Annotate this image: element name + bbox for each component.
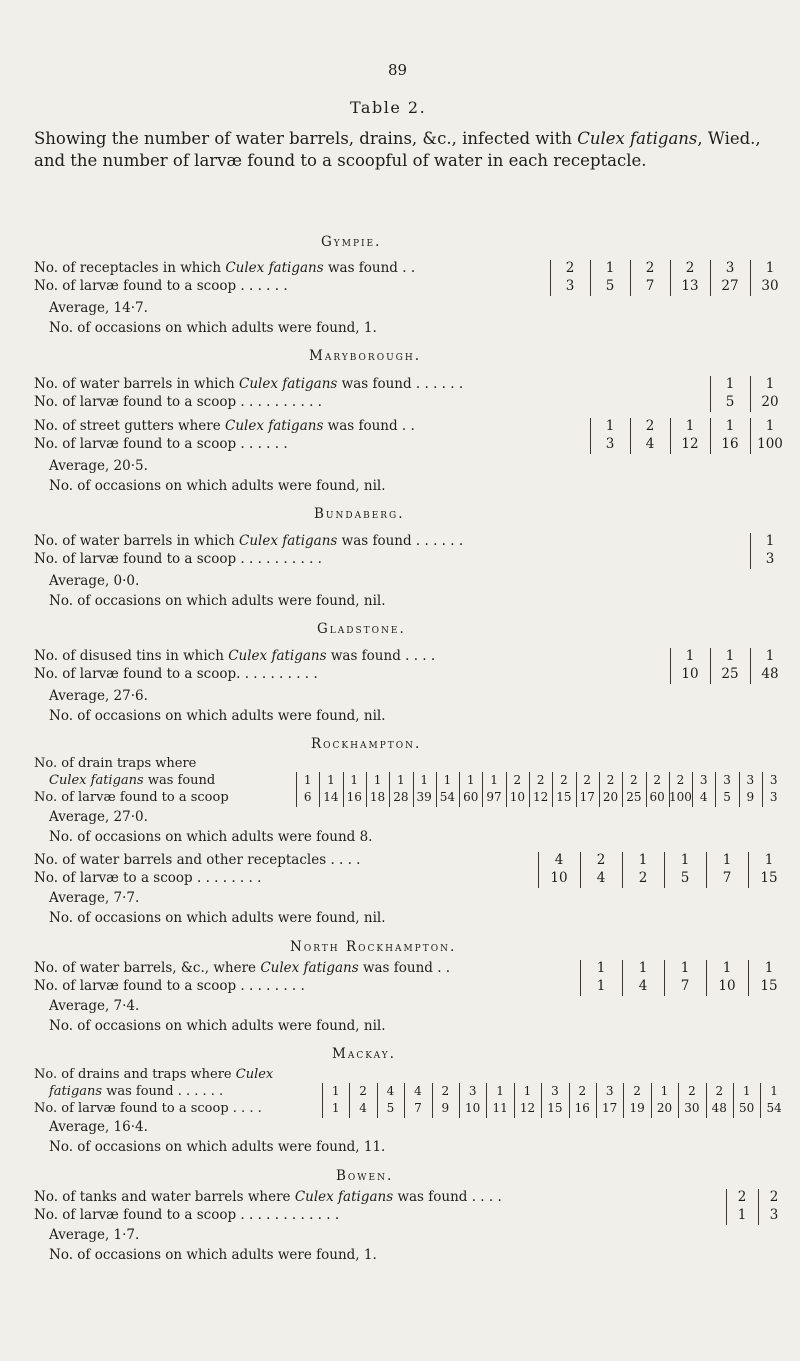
mackay-drains-top-7: 1	[523, 1084, 532, 1098]
rockhampton-drains-bottom-0: 6	[303, 790, 312, 804]
rockhampton-drains-bottom-15: 60	[649, 790, 665, 804]
rockhampton-drains-bottom-6: 54	[439, 790, 456, 804]
rockhampton-drains-label-1: No. of drain traps where	[34, 756, 197, 771]
section-heading-gympie: Gympie.	[321, 234, 382, 250]
mackay-drains-top-13: 2	[688, 1084, 696, 1098]
mackay-drains-top-1: 2	[359, 1084, 367, 1098]
rockhampton-drains-bottom-16: 100	[668, 790, 692, 804]
maryborough-gutters-label	[34, 420, 415, 434]
maryborough-gutters-top-0: 1	[605, 418, 615, 434]
gympie-top-4: 3	[725, 260, 735, 276]
maryborough-gutter-larvae-label: No. of larvæ found to a scoop . . . . . .	[34, 436, 288, 452]
label-part: was found . .	[323, 418, 415, 434]
mackay-larvae-label: No. of larvæ found to a scoop . . . .	[34, 1101, 262, 1116]
rockhampton-drains-bottom-17: 4	[699, 790, 708, 804]
label-part: was found . . . . . .	[337, 376, 464, 392]
mackay-drains-bottom-13: 30	[684, 1101, 700, 1115]
rockhampton-barrels-bottom-2: 2	[638, 870, 648, 886]
maryborough-barrels-top-0: 1	[725, 376, 735, 392]
mackay-drains-top-8: 3	[551, 1084, 559, 1098]
maryborough-barrel-larvae-label: No. of larvæ found to a scoop . . . . . . . . . .	[34, 394, 322, 410]
maryborough-gutters-bottom-3: 16	[721, 436, 739, 452]
rockhampton-barrels-top-4: 1	[722, 852, 732, 868]
gympie-top-1: 1	[605, 260, 615, 276]
north-rockhampton-bottom-3: 10	[718, 978, 736, 994]
rockhampton-barrels-bottom-5: 15	[760, 870, 778, 886]
rockhampton-barrels-bottom-3: 5	[680, 870, 690, 886]
section-heading-mackay: Mackay.	[332, 1046, 396, 1062]
rockhampton-drains-bottom-14: 25	[626, 790, 642, 804]
rockhampton-drains-top-14: 2	[630, 773, 638, 787]
rockhampton-drains-bottom-13: 20	[602, 790, 619, 804]
gympie-occasions: No. of occasions on which adults were found, 1.	[49, 320, 377, 336]
mackay-drains-bottom-7: 12	[519, 1101, 536, 1115]
north-rockhampton-occasions: No. of occasions on which adults were found, nil.	[49, 1018, 386, 1034]
label-part: was found . . . .	[393, 1189, 502, 1205]
gladstone-bottom-0: 10	[681, 666, 699, 682]
rockhampton-barrels-top-3: 1	[680, 852, 690, 868]
rockhampton-drains-top-16: 2	[676, 773, 685, 787]
mackay-drains-top-3: 4	[414, 1084, 422, 1098]
rockhampton-drains-top-4: 1	[397, 773, 405, 787]
gympie-bottom-4: 27	[721, 278, 739, 294]
mackay-drains-bottom-6: 11	[492, 1101, 508, 1115]
mackay-drains-top-0: 1	[331, 1084, 340, 1098]
label-species: Culex fatigans	[260, 960, 359, 976]
section-heading-gladstone: Gladstone.	[317, 621, 406, 637]
intro-text-2: , Wied., and the number of larvæ found to a scoopful of water in each receptacle.	[34, 129, 761, 170]
maryborough-gutters-top-1: 2	[645, 418, 655, 434]
label-species: Culex fatigans	[49, 773, 144, 788]
gladstone-top-2: 1	[765, 648, 775, 664]
label-part: was found . . . .	[326, 648, 436, 664]
bowen-occasions: No. of occasions on which adults were found, 1.	[49, 1247, 377, 1263]
label-part: No. of tanks and water barrels where	[34, 1189, 295, 1205]
gladstone-top-1: 1	[725, 648, 735, 664]
page-number: 89	[388, 61, 408, 79]
bowen-bottom-0: 1	[737, 1207, 747, 1223]
gympie-bottom-1: 5	[605, 278, 615, 294]
label-part: No. of street gutters where	[34, 418, 226, 434]
label-part: No. of disused tins in which	[34, 648, 229, 664]
mackay-drains-bottom-8: 15	[547, 1101, 563, 1115]
rockhampton-drains-bottom-3: 18	[369, 790, 386, 804]
label-species: Culex fatigans	[225, 418, 324, 434]
gladstone-average: Average, 27·6.	[49, 688, 148, 704]
label-species: fatigans	[49, 1084, 103, 1099]
rockhampton-drains-top-0: 1	[303, 773, 312, 787]
section-heading-bundaberg: Bundaberg.	[314, 506, 405, 522]
maryborough-barrels-top-1: 1	[765, 376, 775, 392]
maryborough-gutters-bottom-1: 4	[645, 436, 655, 452]
mackay-drains-bottom-10: 17	[602, 1101, 618, 1115]
maryborough-gutters-bottom-4: 100	[757, 436, 783, 452]
rockhampton-drains-top-11: 2	[560, 773, 568, 787]
bundaberg-occasions: No. of occasions on which adults were found, nil.	[49, 593, 386, 609]
rockhampton-drains-top-2: 1	[350, 773, 359, 787]
mackay-drains-top-4: 2	[441, 1084, 450, 1098]
gympie-larvae-label: No. of larvæ found to a scoop . . . . . .	[34, 278, 288, 294]
gympie-top-0: 2	[565, 260, 575, 276]
mackay-drains-top-10: 3	[605, 1084, 614, 1098]
gympie-receptacles-label	[34, 262, 415, 276]
mackay-drains-top-5: 3	[468, 1084, 477, 1098]
rockhampton-average-2: Average, 7·7.	[49, 890, 140, 906]
rockhampton-drains-top-1: 1	[327, 773, 335, 787]
rockhampton-drains-label-2	[49, 774, 215, 787]
maryborough-gutters-top-3: 1	[725, 418, 735, 434]
north-rockhampton-top-2: 1	[680, 960, 690, 976]
bundaberg-bottom-0: 3	[765, 551, 775, 567]
mackay-drains-bottom-2: 5	[386, 1101, 395, 1115]
north-rockhampton-top-1: 1	[638, 960, 648, 976]
rockhampton-drains-bottom-5: 39	[416, 790, 432, 804]
north-rockhampton-top-3: 1	[722, 960, 732, 976]
gladstone-tins-label	[34, 650, 435, 664]
mackay-drains-bottom-14: 48	[711, 1101, 727, 1115]
mackay-drains-top-14: 2	[715, 1084, 724, 1098]
rockhampton-drains-top-6: 1	[443, 773, 452, 787]
north-rockhampton-bottom-0: 1	[596, 978, 606, 994]
label-part: No. of water barrels in which	[34, 533, 240, 549]
mackay-drains-bottom-9: 16	[574, 1101, 590, 1115]
maryborough-gutters-top-4: 1	[765, 418, 775, 434]
maryborough-barrels-bottom-1: 20	[761, 394, 779, 410]
mackay-drains-bottom-4: 9	[441, 1101, 450, 1115]
north-rockhampton-barrels-label	[34, 962, 450, 976]
rockhampton-barrels-top-5: 1	[764, 852, 774, 868]
intro-species: Culex fatigans	[577, 129, 698, 148]
rockhampton-drains-top-17: 3	[699, 773, 708, 787]
gladstone-occasions: No. of occasions on which adults were found, nil.	[49, 708, 386, 724]
section-heading-north-rockhampton: North Rockhampton.	[290, 939, 457, 955]
label-species: Culex	[235, 1067, 274, 1082]
gympie-bottom-0: 3	[565, 278, 575, 294]
gympie-average: Average, 14·7.	[49, 300, 148, 316]
bundaberg-average: Average, 0·0.	[49, 573, 140, 589]
mackay-drains-top-11: 2	[633, 1084, 641, 1098]
bowen-top-0: 2	[737, 1189, 747, 1205]
mackay-drains-label-1	[34, 1068, 273, 1081]
north-rockhampton-top-4: 1	[764, 960, 774, 976]
rockhampton-barrels-top-0: 4	[554, 852, 564, 868]
maryborough-gutters-top-2: 1	[685, 418, 695, 434]
north-rockhampton-bottom-4: 15	[760, 978, 778, 994]
rockhampton-drains-top-8: 1	[490, 773, 498, 787]
mackay-drains-bottom-0: 1	[331, 1101, 340, 1115]
rockhampton-barrel-larvae-label: No. of larvæ to a scoop . . . . . . . .	[34, 870, 262, 886]
gympie-top-5: 1	[765, 260, 775, 276]
rockhampton-drains-bottom-8: 97	[486, 790, 502, 804]
north-rockhampton-bottom-2: 7	[680, 978, 690, 994]
rockhampton-barrels-bottom-0: 10	[550, 870, 568, 886]
label-part: No. of receptacles in which	[34, 260, 226, 276]
rockhampton-drains-top-10: 2	[536, 773, 545, 787]
maryborough-barrels-bottom-0: 5	[725, 394, 735, 410]
bundaberg-larvae-label: No. of larvæ found to a scoop . . . . . . . . . .	[34, 551, 322, 567]
mackay-drains-top-15: 1	[742, 1084, 751, 1098]
gympie-bottom-3: 13	[681, 278, 699, 294]
rockhampton-drains-bottom-4: 28	[393, 790, 409, 804]
maryborough-gutters-bottom-0: 3	[605, 436, 615, 452]
rockhampton-occasions-1: No. of occasions on which adults were found 8.	[49, 829, 373, 845]
gladstone-larvae-label: No. of larvæ found to a scoop. . . . . . . . . .	[34, 666, 318, 682]
table-title: Table 2.	[350, 98, 427, 117]
rockhampton-drains-top-12: 2	[583, 773, 592, 787]
mackay-drains-top-9: 2	[578, 1084, 587, 1098]
maryborough-occasions: No. of occasions on which adults were found, nil.	[49, 478, 386, 494]
gladstone-bottom-1: 25	[721, 666, 739, 682]
label-part: was found . . . . . .	[102, 1084, 224, 1099]
rockhampton-drains-bottom-7: 60	[463, 790, 479, 804]
gympie-bottom-2: 7	[645, 278, 655, 294]
mackay-drains-bottom-11: 19	[629, 1101, 645, 1115]
label-part: No. of water barrels, &c., where	[34, 960, 261, 976]
label-species: Culex fatigans	[294, 1189, 394, 1205]
rockhampton-drains-bottom-10: 12	[533, 790, 549, 804]
rockhampton-drains-bottom-18: 5	[723, 790, 731, 804]
rockhampton-drains-top-20: 3	[769, 773, 778, 787]
label-species: Culex fatigans	[228, 648, 327, 664]
bowen-average: Average, 1·7.	[49, 1227, 140, 1243]
rockhampton-average-1: Average, 27·0.	[49, 809, 148, 825]
mackay-drains-top-16: 1	[770, 1084, 778, 1098]
rockhampton-drains-bottom-11: 15	[556, 790, 572, 804]
rockhampton-drains-top-18: 3	[723, 773, 731, 787]
mackay-drains-top-12: 1	[660, 1084, 669, 1098]
mackay-drains-top-6: 1	[496, 1084, 504, 1098]
rockhampton-drains-bottom-9: 10	[509, 790, 525, 804]
label-part: was found . .	[358, 960, 451, 976]
bowen-larvae-label: No. of larvæ found to a scoop . . . . . . . . . . . .	[34, 1207, 340, 1223]
rockhampton-drains-top-5: 1	[420, 773, 428, 787]
maryborough-gutters-bottom-2: 12	[681, 436, 699, 452]
mackay-average: Average, 16·4.	[49, 1119, 148, 1135]
rockhampton-barrels-top-2: 1	[638, 852, 648, 868]
mackay-drains-label-2	[49, 1085, 223, 1098]
rockhampton-barrels-top-1: 2	[596, 852, 606, 868]
rockhampton-barrels-bottom-4: 7	[722, 870, 732, 886]
label-part: was found . .	[323, 260, 416, 276]
rockhampton-drains-top-13: 2	[606, 773, 615, 787]
gympie-top-2: 2	[645, 260, 655, 276]
maryborough-barrels-label	[34, 378, 463, 392]
rockhampton-drains-bottom-20: 3	[769, 790, 778, 804]
maryborough-average: Average, 20·5.	[49, 458, 148, 474]
north-rockhampton-larvae-label: No. of larvæ found to a scoop . . . . . . . .	[34, 978, 305, 994]
rockhampton-drains-bottom-19: 9	[746, 790, 755, 804]
gladstone-bottom-2: 48	[761, 666, 779, 682]
mackay-drains-bottom-3: 7	[414, 1101, 422, 1115]
table-description	[34, 128, 769, 172]
rockhampton-barrels-label: No. of water barrels and other receptacles . . . .	[34, 852, 361, 868]
label-part: was found	[143, 773, 216, 788]
north-rockhampton-top-0: 1	[596, 960, 606, 976]
mackay-drains-top-2: 4	[386, 1084, 395, 1098]
bundaberg-barrels-label	[34, 535, 463, 549]
rockhampton-drains-top-9: 2	[513, 773, 522, 787]
rockhampton-drains-bottom-2: 16	[346, 790, 362, 804]
rockhampton-drains-top-7: 1	[466, 773, 475, 787]
rockhampton-drains-top-19: 3	[746, 773, 755, 787]
mackay-drains-bottom-5: 10	[465, 1101, 481, 1115]
label-part: was found . . . . . .	[337, 533, 464, 549]
rockhampton-barrels-bottom-1: 4	[596, 870, 606, 886]
intro-text-1: Showing the number of water barrels, drains, &c., infected with	[34, 129, 578, 148]
bowen-tanks-label	[34, 1191, 502, 1205]
label-species: Culex fatigans	[239, 376, 338, 392]
gladstone-top-0: 1	[685, 648, 695, 664]
north-rockhampton-bottom-1: 4	[638, 978, 648, 994]
rockhampton-drain-larvae-label: No. of larvæ found to a scoop	[34, 790, 229, 805]
mackay-drains-bottom-12: 20	[656, 1101, 673, 1115]
label-part: No. of drains and traps where	[34, 1067, 236, 1082]
mackay-drains-bottom-16: 54	[766, 1101, 782, 1115]
gympie-bottom-5: 30	[761, 278, 779, 294]
rockhampton-drains-bottom-1: 14	[323, 790, 339, 804]
bundaberg-top-0: 1	[765, 533, 775, 549]
bowen-top-1: 2	[769, 1189, 779, 1205]
gympie-top-3: 2	[685, 260, 695, 276]
bowen-bottom-1: 3	[769, 1207, 779, 1223]
label-species: Culex fatigans	[225, 260, 324, 276]
rockhampton-drains-top-15: 2	[653, 773, 661, 787]
section-heading-maryborough: Maryborough.	[309, 348, 421, 364]
label-species: Culex fatigans	[239, 533, 338, 549]
north-rockhampton-average: Average, 7·4.	[49, 998, 140, 1014]
mackay-drains-bottom-1: 4	[359, 1101, 367, 1115]
mackay-occasions: No. of occasions on which adults were found, 11.	[49, 1139, 386, 1155]
rockhampton-occasions-2: No. of occasions on which adults were found, nil.	[49, 910, 386, 926]
section-heading-bowen: Bowen.	[336, 1168, 394, 1184]
rockhampton-drains-bottom-12: 17	[579, 790, 595, 804]
section-heading-rockhampton: Rockhampton.	[311, 736, 422, 752]
label-part: No. of water barrels in which	[34, 376, 240, 392]
mackay-drains-bottom-15: 50	[739, 1101, 755, 1115]
rockhampton-drains-top-3: 1	[373, 773, 382, 787]
